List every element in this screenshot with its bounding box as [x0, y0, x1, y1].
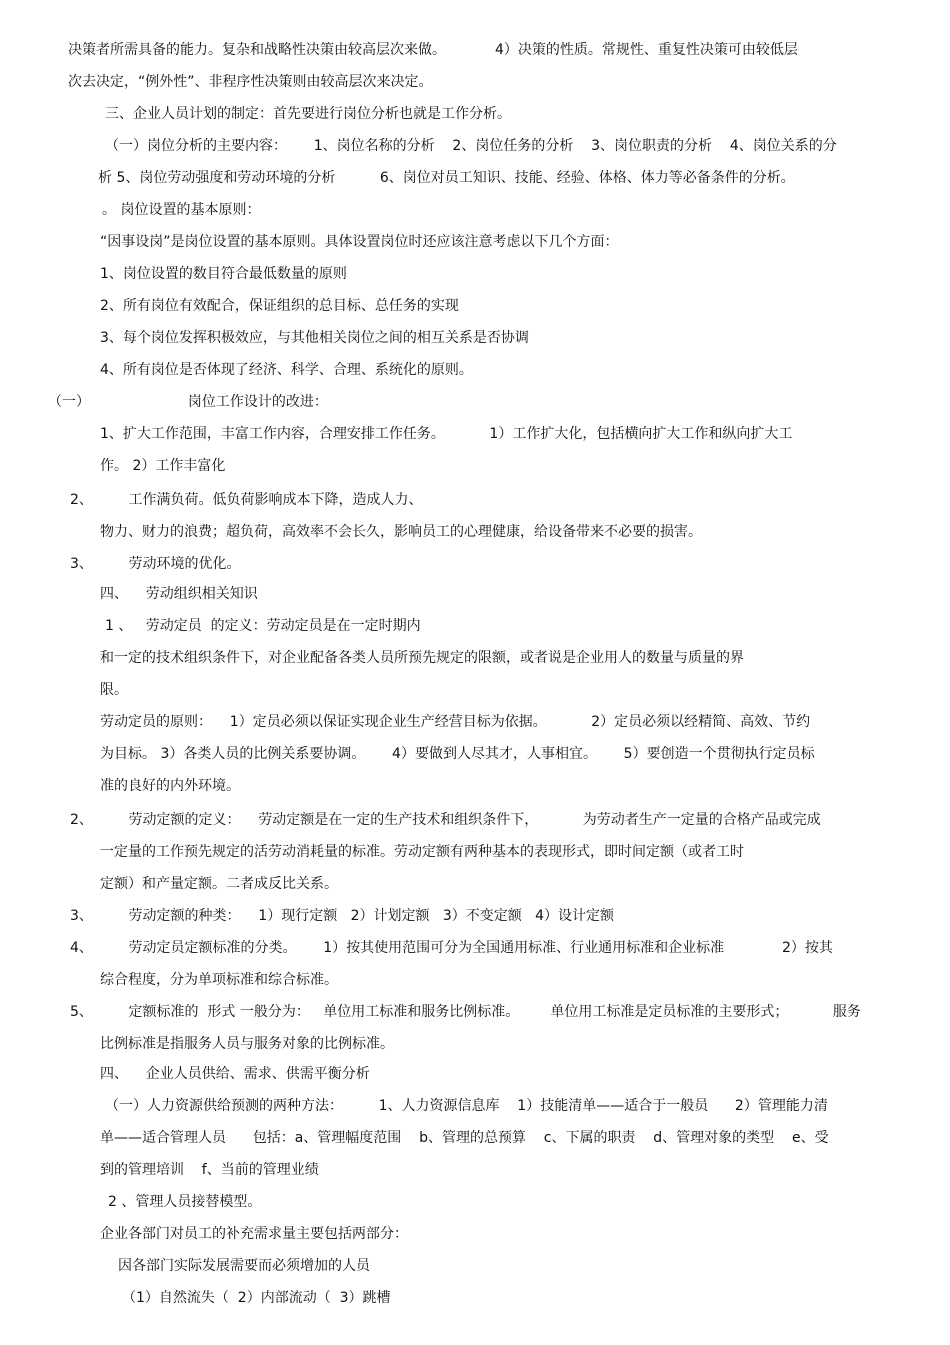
text-line: （1）自然流失（ 2）内部流动（ 3）跳槽: [122, 1290, 391, 1306]
list-item: 2、 劳动定额的定义： 劳动定额是在一定的生产技术和组织条件下， 为劳动者生产一定量的合格产品或完成: [70, 812, 821, 828]
list-item: 3、每个岗位发挥积极效应，与其他相关岗位之间的相互关系是否协调: [100, 330, 529, 346]
list-item: 1、岗位设置的数目符合最低数量的原则: [100, 266, 347, 282]
section-heading: 三、企业人员计划的制定：首先要进行岗位分析也就是工作分析。: [105, 106, 511, 122]
list-item: 1 、 劳动定员 的定义：劳动定员是在一定时期内: [105, 618, 421, 634]
list-item: 4、所有岗位是否体现了经济、科学、合理、系统化的原则。: [100, 362, 473, 378]
list-item: 2 、管理人员接替模型。: [108, 1194, 262, 1210]
text-line: 作。 2）工作丰富化: [100, 458, 226, 474]
text-line: 和一定的技术组织条件下，对企业配备各类人员所预先规定的限额，或者说是企业用人的数量与质量的界: [100, 650, 744, 666]
text-line: 单——适合管理人员 包括：a、管理幅度范围 b、管理的总预算 c、下属的职责 d、管理对象的类型 e、受: [100, 1130, 829, 1146]
text-line: （一）岗位分析的主要内容： 1、岗位名称的分析 2、岗位任务的分析 3、岗位职责的分析 4、岗位关系的分: [105, 138, 837, 154]
text-line: 一定量的工作预先规定的活劳动消耗量的标准。劳动定额有两种基本的表现形式，即时间定额（或者工时: [100, 844, 744, 860]
text-line: （一）人力资源供给预测的两种方法： 1、人力资源信息库 1）技能清单——适合于一般员 2）管理能力清: [105, 1098, 828, 1114]
text-line: 。 岗位设置的基本原则：: [102, 202, 261, 218]
text-line: 综合程度，分为单项标准和综合标准。: [100, 972, 338, 988]
section-heading: 四、 劳动组织相关知识: [100, 586, 258, 602]
text-line: 次去决定，“例外性”、非程序性决策则由较高层次来决定。: [68, 74, 433, 90]
text-line: 准的良好的内外环境。: [100, 778, 240, 794]
list-item: 2、所有岗位有效配合，保证组织的总目标、总任务的实现: [100, 298, 459, 314]
text-line: 定额）和产量定额。二者成反比关系。: [100, 876, 338, 892]
text-line: 因各部门实际发展需要而必须增加的人员: [118, 1258, 370, 1274]
list-item: 3、 劳动定额的种类： 1）现行定额 2）计划定额 3）不变定额 4）设计定额: [70, 908, 614, 924]
text-line: “因事设岗”是岗位设置的基本原则。具体设置岗位时还应该注意考虑以下几个方面：: [100, 234, 619, 250]
list-item: 5、 定额标准的 形式 一般分为： 单位用工标准和服务比例标准。 单位用工标准是定员标准的主要形式； 服务: [70, 1004, 861, 1020]
text-line: 为目标。 3）各类人员的比例关系要协调。 4）要做到人尽其才，人事相宜。 5）要创造一个贯彻执行定员标: [100, 746, 815, 762]
text-line: 限。: [100, 682, 128, 698]
list-item: 3、 劳动环境的优化。: [70, 556, 241, 572]
text-line: 比例标准是指服务人员与服务对象的比例标准。: [100, 1036, 394, 1052]
text-line: 析 5、岗位劳动强度和劳动环境的分析 6、岗位对员工知识、技能、经验、体格、体力等必备条件的分析。: [98, 170, 795, 186]
section-heading: （一） 岗位工作设计的改进：: [48, 394, 328, 410]
text-line: 到的管理培训 f、当前的管理业绩: [100, 1162, 319, 1178]
text-line: 企业各部门对员工的补充需求量主要包括两部分：: [100, 1226, 408, 1242]
text-line: 决策者所需具备的能力。复杂和战略性决策由较高层次来做。 4）决策的性质。常规性、重复性决策可由较低层: [68, 42, 798, 58]
list-item: 2、 工作满负荷。低负荷影响成本下降，造成人力、: [70, 492, 423, 508]
list-item: 1、扩大工作范围，丰富工作内容，合理安排工作任务。 1）工作扩大化，包括横向扩大工作和纵向扩大工: [100, 426, 793, 442]
list-item: 4、 劳动定员定额标准的分类。 1）按其使用范围可分为全国通用标准、行业通用标准和企业标准 2）按其: [70, 940, 833, 956]
text-line: 劳动定员的原则： 1）定员必须以保证实现企业生产经营目标为依据。 2）定员必须以经精简、高效、节约: [100, 714, 811, 730]
section-heading: 四、 企业人员供给、需求、供需平衡分析: [100, 1066, 370, 1082]
text-line: 物力、财力的浪费；超负荷，高效率不会长久，影响员工的心理健康，给设备带来不必要的损害。: [100, 524, 702, 540]
